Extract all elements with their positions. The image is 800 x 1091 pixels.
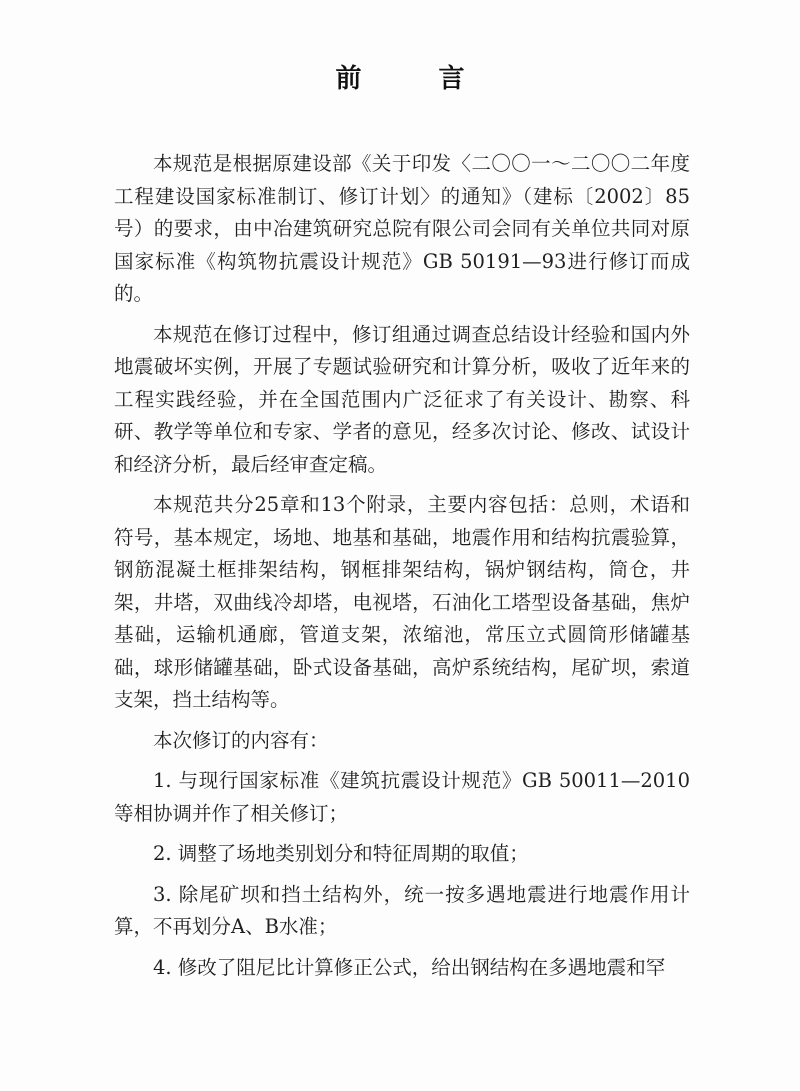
paragraph-revision-process: 本规范在修订过程中，修订组通过调查总结设计经验和国内外地震破坏实例，开展了专题试验研究和计算分析，吸收了近年来的工程实践经验，并在全国范围内广泛征求了有关设计、勘察、科研、教学等单位和专家、学者的意见，经多次讨论、修改、试设计和经济分析，最后经审查定稿。 (114, 322, 690, 476)
revision-item-1: 1. 与现行国家标准《建筑抗震设计规范》GB 50011—2010等相协调并作了相关修订； (114, 769, 690, 825)
revision-item-2: 2. 调整了场地类别划分和特征周期的取值； (153, 842, 529, 865)
paragraph-contents: 本规范共分25章和13个附录，主要内容包括：总则，术语和符号，基本规定，场地、地基和基础，地震作用和结构抗震验算，钢筋混凝土框排架结构，钢框排架结构，锅炉钢结构，筒仓，井架，井塔，双曲线冷却塔，电视塔，石油化工塔型设备基础，焦炉基础，运输机通廊，管道支架，浓缩池，常压立式圆筒形储罐基础，球形储罐基础，卧式设备基础，高炉系统结构，尾矿坝，索道支架，挡土结构等。 (114, 493, 690, 711)
document-body (114, 148, 690, 984)
revision-item-3: 3. 除尾矿坝和挡土结构外，统一按多遇地震进行地震作用计算，不再划分A、B水准； (114, 882, 690, 938)
page-title: 前 言 (335, 64, 499, 94)
paragraph-basis: 本规范是根据原建设部《关于印发〈二〇〇一～二〇〇二年度工程建设国家标准制订、修订计划〉的通知》（建标〔2002〕85号）的要求，由中冶建筑研究总院有限公司会同有关单位共同对原国家标准《构筑物抗震设计规范》GB 50191—93进行修订而成的。 (114, 152, 690, 305)
paragraph-revision-intro: 本次修订的内容有： (153, 728, 329, 752)
revision-item-4: 4. 修改了阻尼比计算修正公式，给出钢结构在多遇地震和罕 (153, 955, 666, 979)
